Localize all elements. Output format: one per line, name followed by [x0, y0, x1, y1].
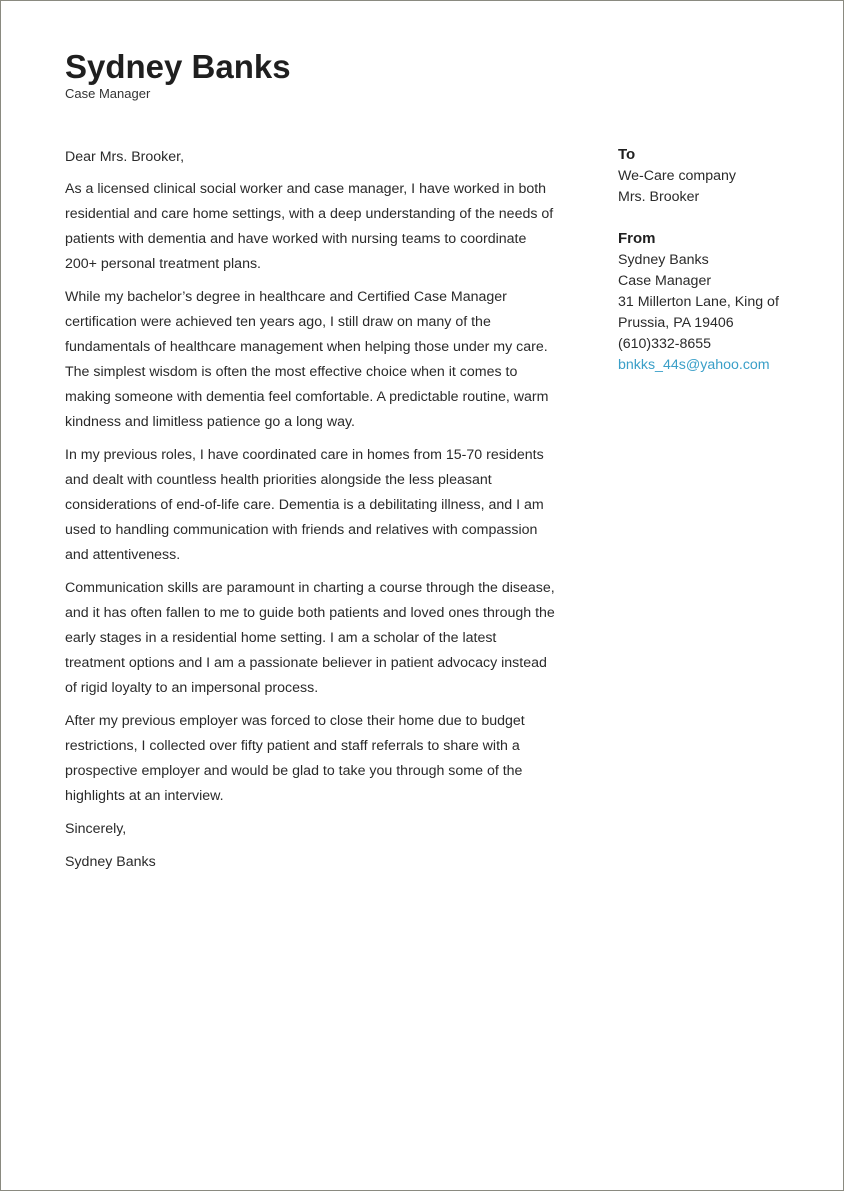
salutation: Dear Mrs. Brooker, — [65, 149, 185, 165]
from-heading: From — [618, 230, 656, 247]
applicant-name: Sydney Banks — [65, 48, 291, 85]
sender-name: Sydney Banks — [618, 252, 709, 268]
contact-sidebar — [618, 144, 818, 396]
paragraph-5: After my previous employer was forced to close their home due to budget restrictions, I collected over fifty patient and staff referrals to share with a prospective employer and would be glad to take you through some of the highlights at an interview. — [65, 713, 525, 804]
paragraph-4: Communication skills are paramount in charting a course through the disease, and it has often fallen to me to guide both patients and loved ones through the early stages in a residential home setting. I am a scholar of the latest treatment options and I am a passionate believer in patient advocacy instead of rigid loyalty to an impersonal process. — [65, 580, 555, 696]
to-heading: To — [618, 146, 636, 163]
paragraph-3: In my previous roles, I have coordinated care in homes from 15-70 residents and dealt with countless health priorities alongside the less pleasant considerations of end-of-life care. Dementia is a debilitating illness, and I am used to handling communication with friends and relatives with compassion and attentiveness. — [65, 447, 544, 563]
closing: Sincerely, — [65, 821, 127, 837]
recipient-name: Mrs. Brooker — [618, 189, 700, 205]
signature: Sydney Banks — [65, 854, 156, 870]
applicant-job-title: Case Manager — [65, 86, 151, 101]
sender-address-line2: Prussia, PA 19406 — [618, 315, 734, 331]
letter-body — [65, 145, 555, 883]
sender-title: Case Manager — [618, 273, 712, 289]
letter-header — [65, 48, 291, 102]
sender-phone: (610)332-8655 — [618, 336, 712, 352]
paragraph-1: As a licensed clinical social worker and case manager, I have worked in both residential and care home settings, with a deep understanding of the needs of patients with dementia and have worked with nursing teams to coordinate 200+ personal treatment plans. — [65, 181, 554, 272]
to-block — [618, 144, 818, 208]
sender-email-link[interactable]: bnkks_44s@yahoo.com — [618, 357, 770, 373]
recipient-company: We-Care company — [618, 168, 737, 184]
sender-address-line1: 31 Millerton Lane, King of — [618, 294, 779, 310]
paragraph-2: While my bachelor’s degree in healthcare and Certified Case Manager certification were achieved ten years ago, I still draw on many of the fundamentals of healthcare management when helping those under my care. The simplest wisdom is often the most effective choice when it comes to making someone with dementia feel comfortable. A predictable routine, warm kindness and limitless patience go a long way. — [65, 289, 549, 430]
from-block — [618, 228, 818, 376]
